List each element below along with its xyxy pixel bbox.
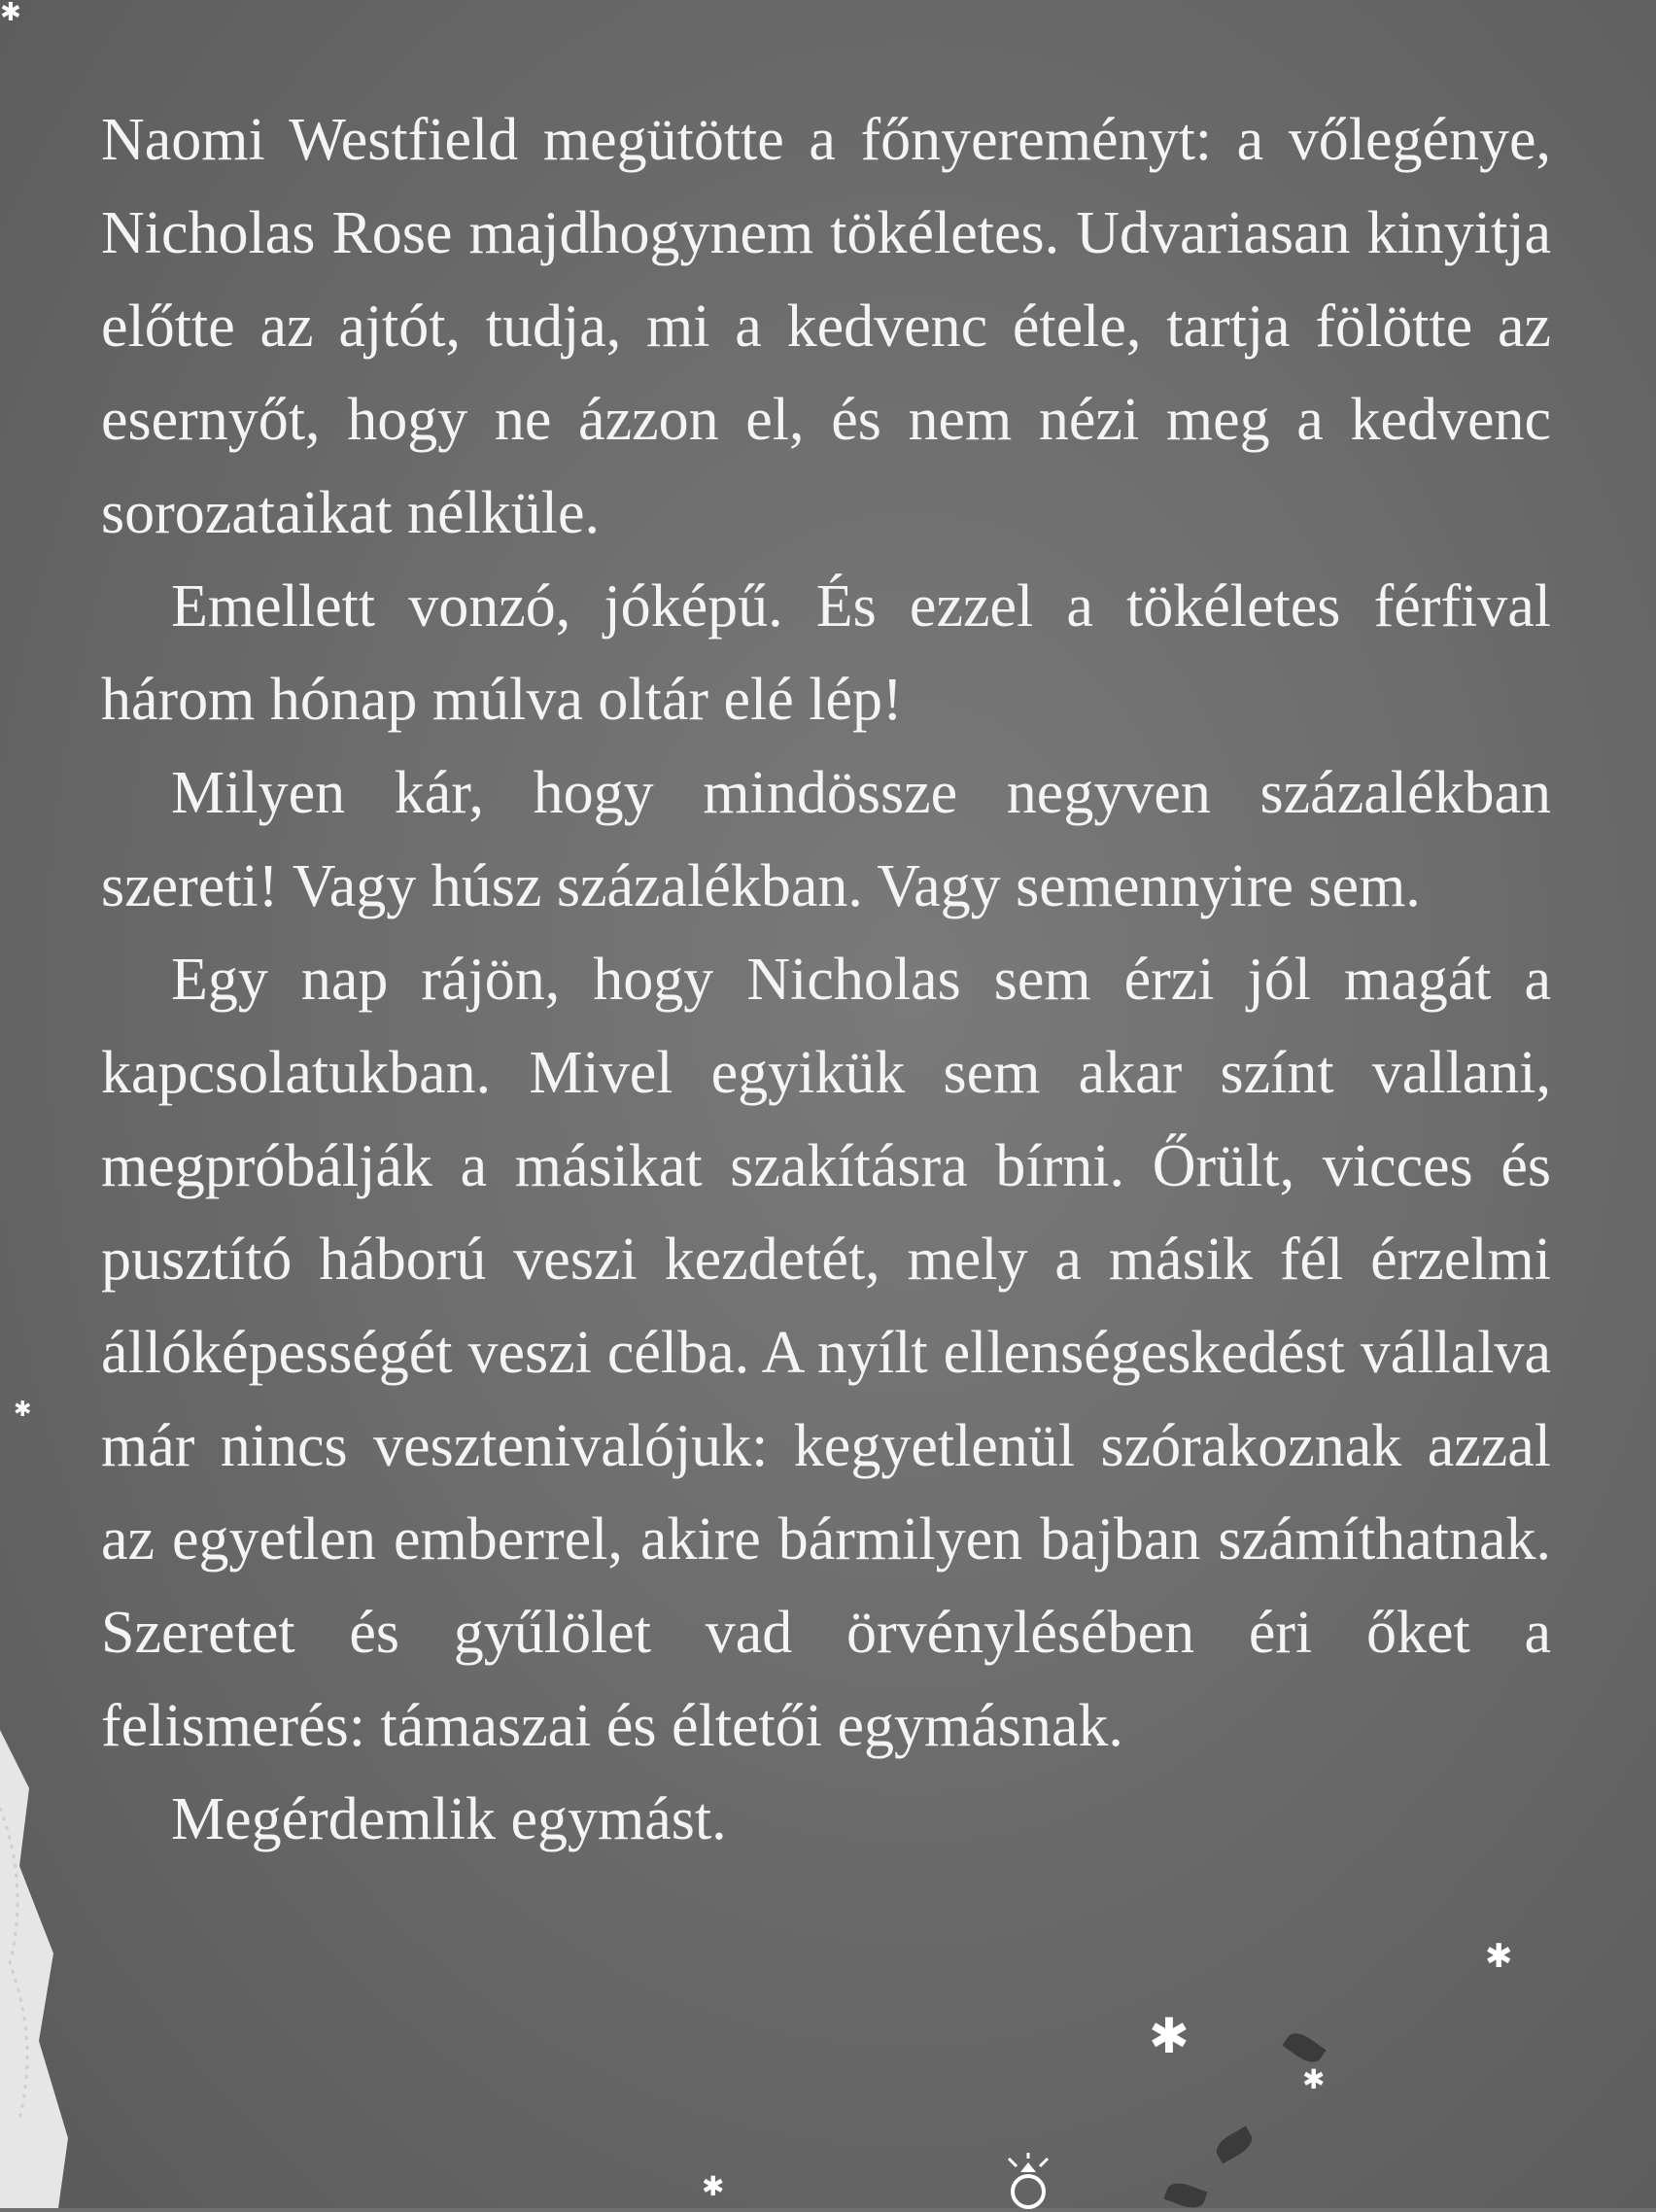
sparkle-icon: ✱ — [702, 2170, 725, 2202]
blurb-paragraph-5: Megérdemlik egymást. — [171, 1786, 727, 1852]
leaf-icon — [1212, 2126, 1257, 2163]
leaf-icon — [1282, 2028, 1326, 2068]
sparkle-icon: ✱ — [1149, 2008, 1190, 2064]
sparkle-icon: ✱ — [1485, 1937, 1513, 1976]
wedding-dress-icon — [0, 1730, 87, 2208]
blurb-paragraph-3: Milyen kár, hogy mindössze negyven százalékban szereti! Vagy húsz százalékban. Vagy semennyire sem. — [101, 760, 1551, 919]
blurb-paragraph-4: Egy nap rájön, hogy Nicholas sem érzi jól magát a kapcsolatukban. Mivel egyikük sem akar színt vallani, megpróbálják a másikat szakításra bírni. Őrült, vicces és pusztító háború veszi kezdetét, mely a másik fél érzelmi állóképességét veszi célba. A nyílt ellenségeskedést vállalva már nincs vesztenivalójuk: kegyetlenül szórakoznak azzal az egyetlen emberrel, akire bármilyen bajban számíthatnak. Szeretet és gyűlölet vad örvénylésében éri őket a felismerés: támaszai és éltetői egymásnak. — [101, 947, 1551, 1759]
sparkle-icon: ✱ — [0, 0, 21, 27]
leaf-icon — [1163, 2179, 1207, 2212]
ring-icon — [999, 2153, 1057, 2211]
sparkle-icon: ✱ — [14, 1398, 32, 1422]
back-cover-blurb — [101, 93, 1551, 1866]
sparkle-icon: ✱ — [1302, 2063, 1326, 2095]
blurb-paragraph-2: Emellett vonzó, jóképű. És ezzel a tökéletes férfival három hónap múlva oltár elé lép! — [101, 573, 1551, 733]
blurb-paragraph-1: Naomi Westfield megütötte a főnyereményt: a vőlegénye, Nicholas Rose majdhogynem tökéletes. Udvariasan kinyitja előtte az ajtót, tudja, mi a kedvenc étele, tartja fölötte az esernyőt, hogy ne ázzon el, és nem nézi meg a kedvenc sorozataikat nélküle. — [101, 107, 1551, 546]
